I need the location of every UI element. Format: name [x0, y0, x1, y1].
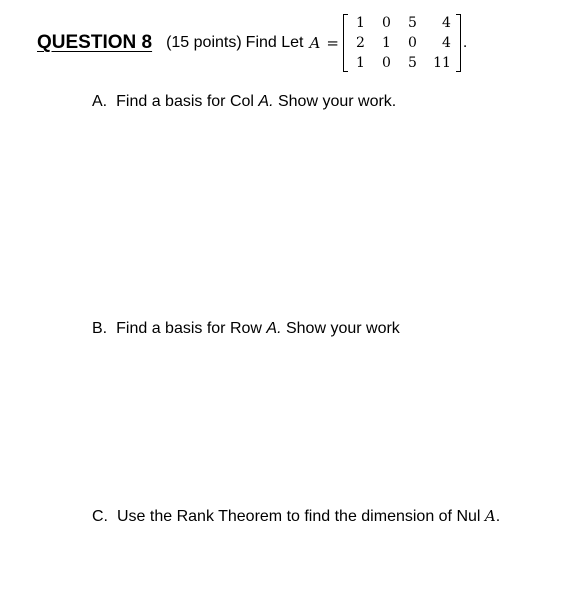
part-c-variable: A: [484, 507, 496, 525]
part-b-variable: A.: [266, 320, 282, 337]
matrix-cell: 1: [355, 55, 365, 71]
matrix-cell: 5: [407, 15, 417, 31]
part-b: [92, 320, 400, 338]
matrix-cell: 1: [381, 35, 391, 51]
part-c-letter: C.: [92, 508, 108, 525]
matrix-cell: 0: [381, 55, 391, 71]
matrix-cell: 1: [355, 15, 365, 31]
question-points: (15 points): [166, 34, 242, 51]
part-b-text-end: Show your work: [281, 320, 400, 337]
part-a: [92, 93, 396, 111]
question-header: [37, 12, 467, 74]
equals-sign: =: [326, 34, 339, 52]
matrix-right-bracket: [456, 14, 461, 72]
matrix-cell: 4: [441, 35, 451, 51]
matrix-cell: 5: [407, 55, 417, 71]
matrix-cell: 2: [355, 35, 365, 51]
part-c-text: Use the Rank Theorem to find the dimension of Nul: [117, 508, 485, 525]
part-c: [92, 507, 500, 526]
question-label: QUESTION 8: [37, 32, 153, 53]
question-period: .: [462, 34, 468, 51]
matrix-left-bracket: [343, 14, 348, 72]
matrix-cell: 11: [433, 55, 451, 71]
matrix-row: [349, 13, 455, 33]
part-a-variable: A.: [258, 93, 274, 110]
matrix-cell: 0: [381, 15, 391, 31]
part-a-text-end: Show your work.: [273, 93, 397, 110]
part-a-letter: A.: [92, 93, 108, 110]
matrix-row: [349, 53, 455, 73]
matrix-row: [349, 33, 455, 53]
part-b-text: Find a basis for Row: [116, 320, 267, 337]
part-b-letter: B.: [92, 320, 108, 337]
part-a-text: Find a basis for Col: [116, 93, 259, 110]
matrix-variable: A: [309, 34, 321, 52]
matrix-cell: 0: [407, 35, 417, 51]
part-c-text-end: .: [495, 508, 501, 525]
question-find-text: Find Let: [245, 34, 304, 51]
matrix-a: [343, 13, 461, 73]
matrix-cell: 4: [441, 15, 451, 31]
